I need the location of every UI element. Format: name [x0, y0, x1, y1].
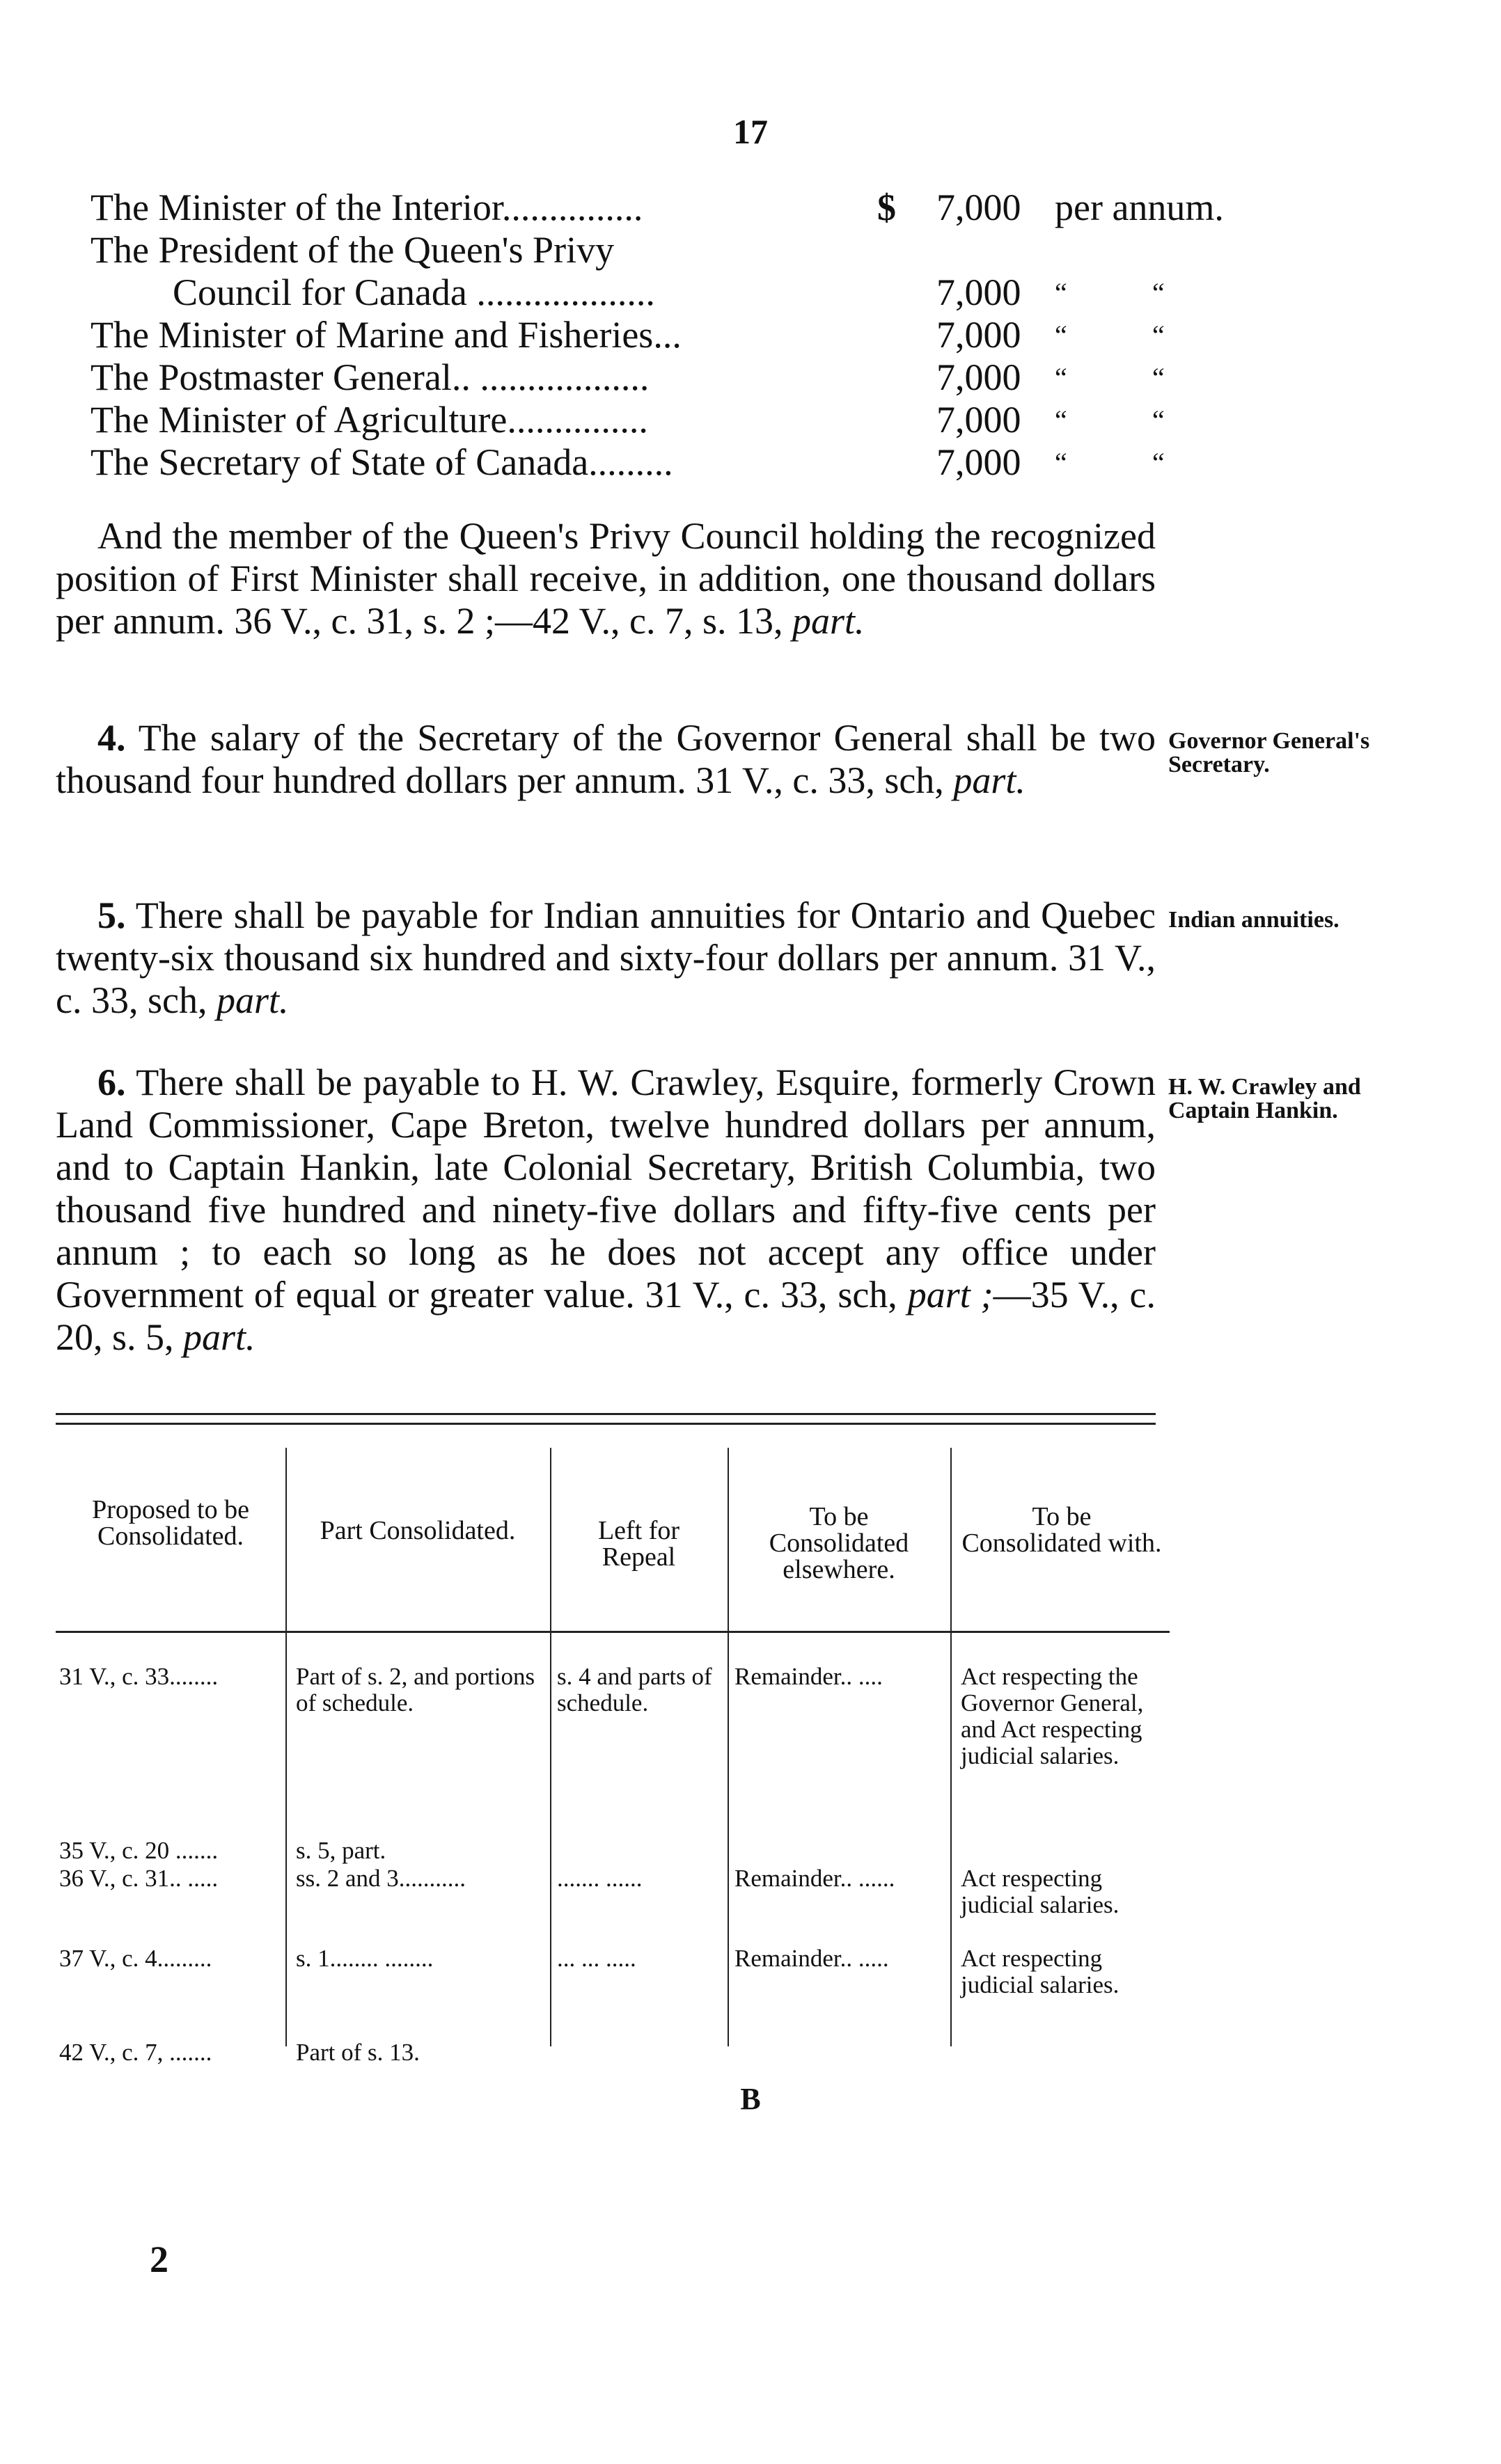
- salary-label: The Minister of Marine and Fisheries...: [91, 314, 682, 356]
- paragraph-text: And the member of the Queen's Privy Council holding the recognized position of First Minister shall receive, in addition, one thousand dollars per annum. 36 V., c. 31, s. 2 ;—42 V., c. 7, s. 13,: [56, 515, 1156, 642]
- paragraph-italic: part.: [183, 1316, 256, 1358]
- header-part-consolidated: Part Consolidated.: [320, 1516, 516, 1545]
- header-consolidated-with: To be Consolidated with.: [961, 1502, 1162, 1558]
- salary-label: The Secretary of State of Canada.........: [91, 441, 673, 483]
- paragraph-text: The salary of the Secretary of the Governor General shall be two thousand four hundred dollars per annum. 31 V., c. 33, sch,: [56, 717, 1156, 801]
- table-cell: s. 5, part.: [296, 1837, 386, 1864]
- salary-label: The Postmaster General.. ..................: [91, 356, 650, 398]
- salary-dollar: $: [877, 187, 896, 228]
- table-cell: 42 V., c. 7, .......: [59, 2039, 212, 2066]
- table-cell: ....... ......: [557, 1865, 643, 1892]
- divider: [56, 1413, 1156, 1415]
- salary-row: [91, 356, 1177, 399]
- page-number: 17: [733, 112, 768, 151]
- salary-amount: 7,000: [936, 356, 1021, 398]
- salary-row: [91, 271, 1177, 314]
- margin-note-governor-secretary: Governor General's Secretary.: [1168, 728, 1370, 777]
- section-number: 5.: [97, 894, 126, 936]
- table-cell: Remainder.. ....: [734, 1663, 883, 1690]
- ditto-mark: “: [1152, 404, 1165, 436]
- table-cell: Part of s. 13.: [296, 2039, 420, 2066]
- paragraph-text: There shall be payable for Indian annuities for Ontario and Quebec twenty-six thousand six hundred and sixty-four dollars per annum. 31 V., c. 33, sch,: [56, 894, 1156, 1021]
- table-cell: ss. 2 and 3...........: [296, 1865, 466, 1892]
- table-cell: Remainder.. .....: [734, 1945, 889, 1972]
- salary-list: [91, 187, 1224, 484]
- section-number: 4.: [97, 717, 126, 759]
- paragraph-italic: part.: [953, 759, 1025, 801]
- salary-row: [91, 441, 1177, 484]
- column-divider: [950, 1448, 952, 2046]
- ditto-mark: “: [1152, 362, 1165, 393]
- divider: [56, 1423, 1156, 1425]
- table-cell: Act respecting judicial salaries.: [961, 1865, 1119, 1918]
- ditto-mark: “: [1055, 447, 1067, 478]
- salary-row: [91, 187, 1224, 229]
- margin-note-crawley-hankin: H. W. Crawley and Captain Hankin.: [1168, 1074, 1361, 1123]
- salary-row: [91, 399, 1177, 441]
- table-cell: 35 V., c. 20 .......: [59, 1837, 219, 1864]
- salary-amount: 7,000: [936, 441, 1021, 483]
- salary-label: The President of the Queen's Privy: [91, 229, 615, 271]
- salary-amount: 7,000: [936, 187, 1021, 228]
- ditto-mark: “: [1152, 447, 1165, 478]
- header-consolidated-elsewhere: To be Consolidated elsewhere.: [769, 1502, 909, 1584]
- salary-unit: per annum.: [1055, 187, 1224, 228]
- table-cell: ... ... .....: [557, 1945, 636, 1972]
- table-cell: 36 V., c. 31.. .....: [59, 1865, 219, 1892]
- ditto-mark: “: [1055, 319, 1067, 351]
- salary-amount: 7,000: [936, 314, 1021, 356]
- table-cell: Act respecting judicial salaries.: [961, 1945, 1119, 1998]
- salary-row: [91, 229, 1177, 271]
- ditto-mark: “: [1152, 277, 1165, 308]
- salary-label: Council for Canada ...................: [173, 271, 655, 313]
- table-cell: Remainder.. ......: [734, 1865, 895, 1892]
- section-5: [56, 894, 1156, 1022]
- salary-amount: 7,000: [936, 271, 1021, 313]
- section-4: [56, 717, 1156, 802]
- paragraph-text: There shall be payable to H. W. Crawley, Esquire, formerly Crown Land Commissioner, Cape Breton, twelve hundred dollars per annum, and to Captain Hankin, late Colonial Secretary, British Columbia, two thousand five hundred and ninety-five dollars and fifty-five cents per annum ; to each so long as he does not accept any office under Government of equal or greater value. 31 V., c. 33, sch,: [56, 1061, 1156, 1316]
- ditto-mark: “: [1055, 362, 1067, 393]
- signature-mark: B: [740, 2082, 761, 2116]
- paragraph-italic: part ;: [907, 1274, 993, 1316]
- footer-mark: 2: [150, 2238, 168, 2280]
- header-rule: [56, 1631, 1170, 1633]
- paragraph-italic: part.: [792, 600, 865, 642]
- consolidation-table: [56, 1448, 1170, 2066]
- table-cell: 37 V., c. 4.........: [59, 1945, 212, 1972]
- paragraph-italic: part.: [216, 979, 289, 1021]
- salary-label: The Minister of Agriculture...............: [91, 399, 648, 441]
- table-cell: s. 4 and parts of schedule.: [557, 1663, 712, 1716]
- salary-label: The Minister of the Interior...............: [91, 187, 643, 228]
- section-6: [56, 1061, 1156, 1359]
- table-cell: s. 1........ ........: [296, 1945, 434, 1972]
- column-divider: [728, 1448, 729, 2046]
- column-divider: [550, 1448, 551, 2046]
- salary-amount: 7,000: [936, 399, 1021, 441]
- paragraph-first-minister: [56, 515, 1156, 642]
- paragraph-text: —35 V., c. 20, s. 5,: [56, 1274, 1156, 1358]
- header-left-for-repeal: Left for Repeal: [597, 1516, 680, 1572]
- header-proposed: Proposed to be Consolidated.: [92, 1495, 249, 1551]
- salary-row: [91, 314, 1177, 356]
- ditto-mark: “: [1055, 277, 1067, 308]
- section-number: 6.: [97, 1061, 126, 1103]
- table-cell: Act respecting the Governor General, and Act respecting judicial salaries.: [961, 1663, 1144, 1769]
- ditto-mark: “: [1055, 404, 1067, 436]
- table-cell: Part of s. 2, and portions of schedule.: [296, 1663, 535, 1716]
- ditto-mark: “: [1152, 319, 1165, 351]
- margin-note-indian-annuities: Indian annuities.: [1168, 907, 1339, 933]
- table-cell: 31 V., c. 33........: [59, 1663, 219, 1690]
- column-divider: [285, 1448, 287, 2046]
